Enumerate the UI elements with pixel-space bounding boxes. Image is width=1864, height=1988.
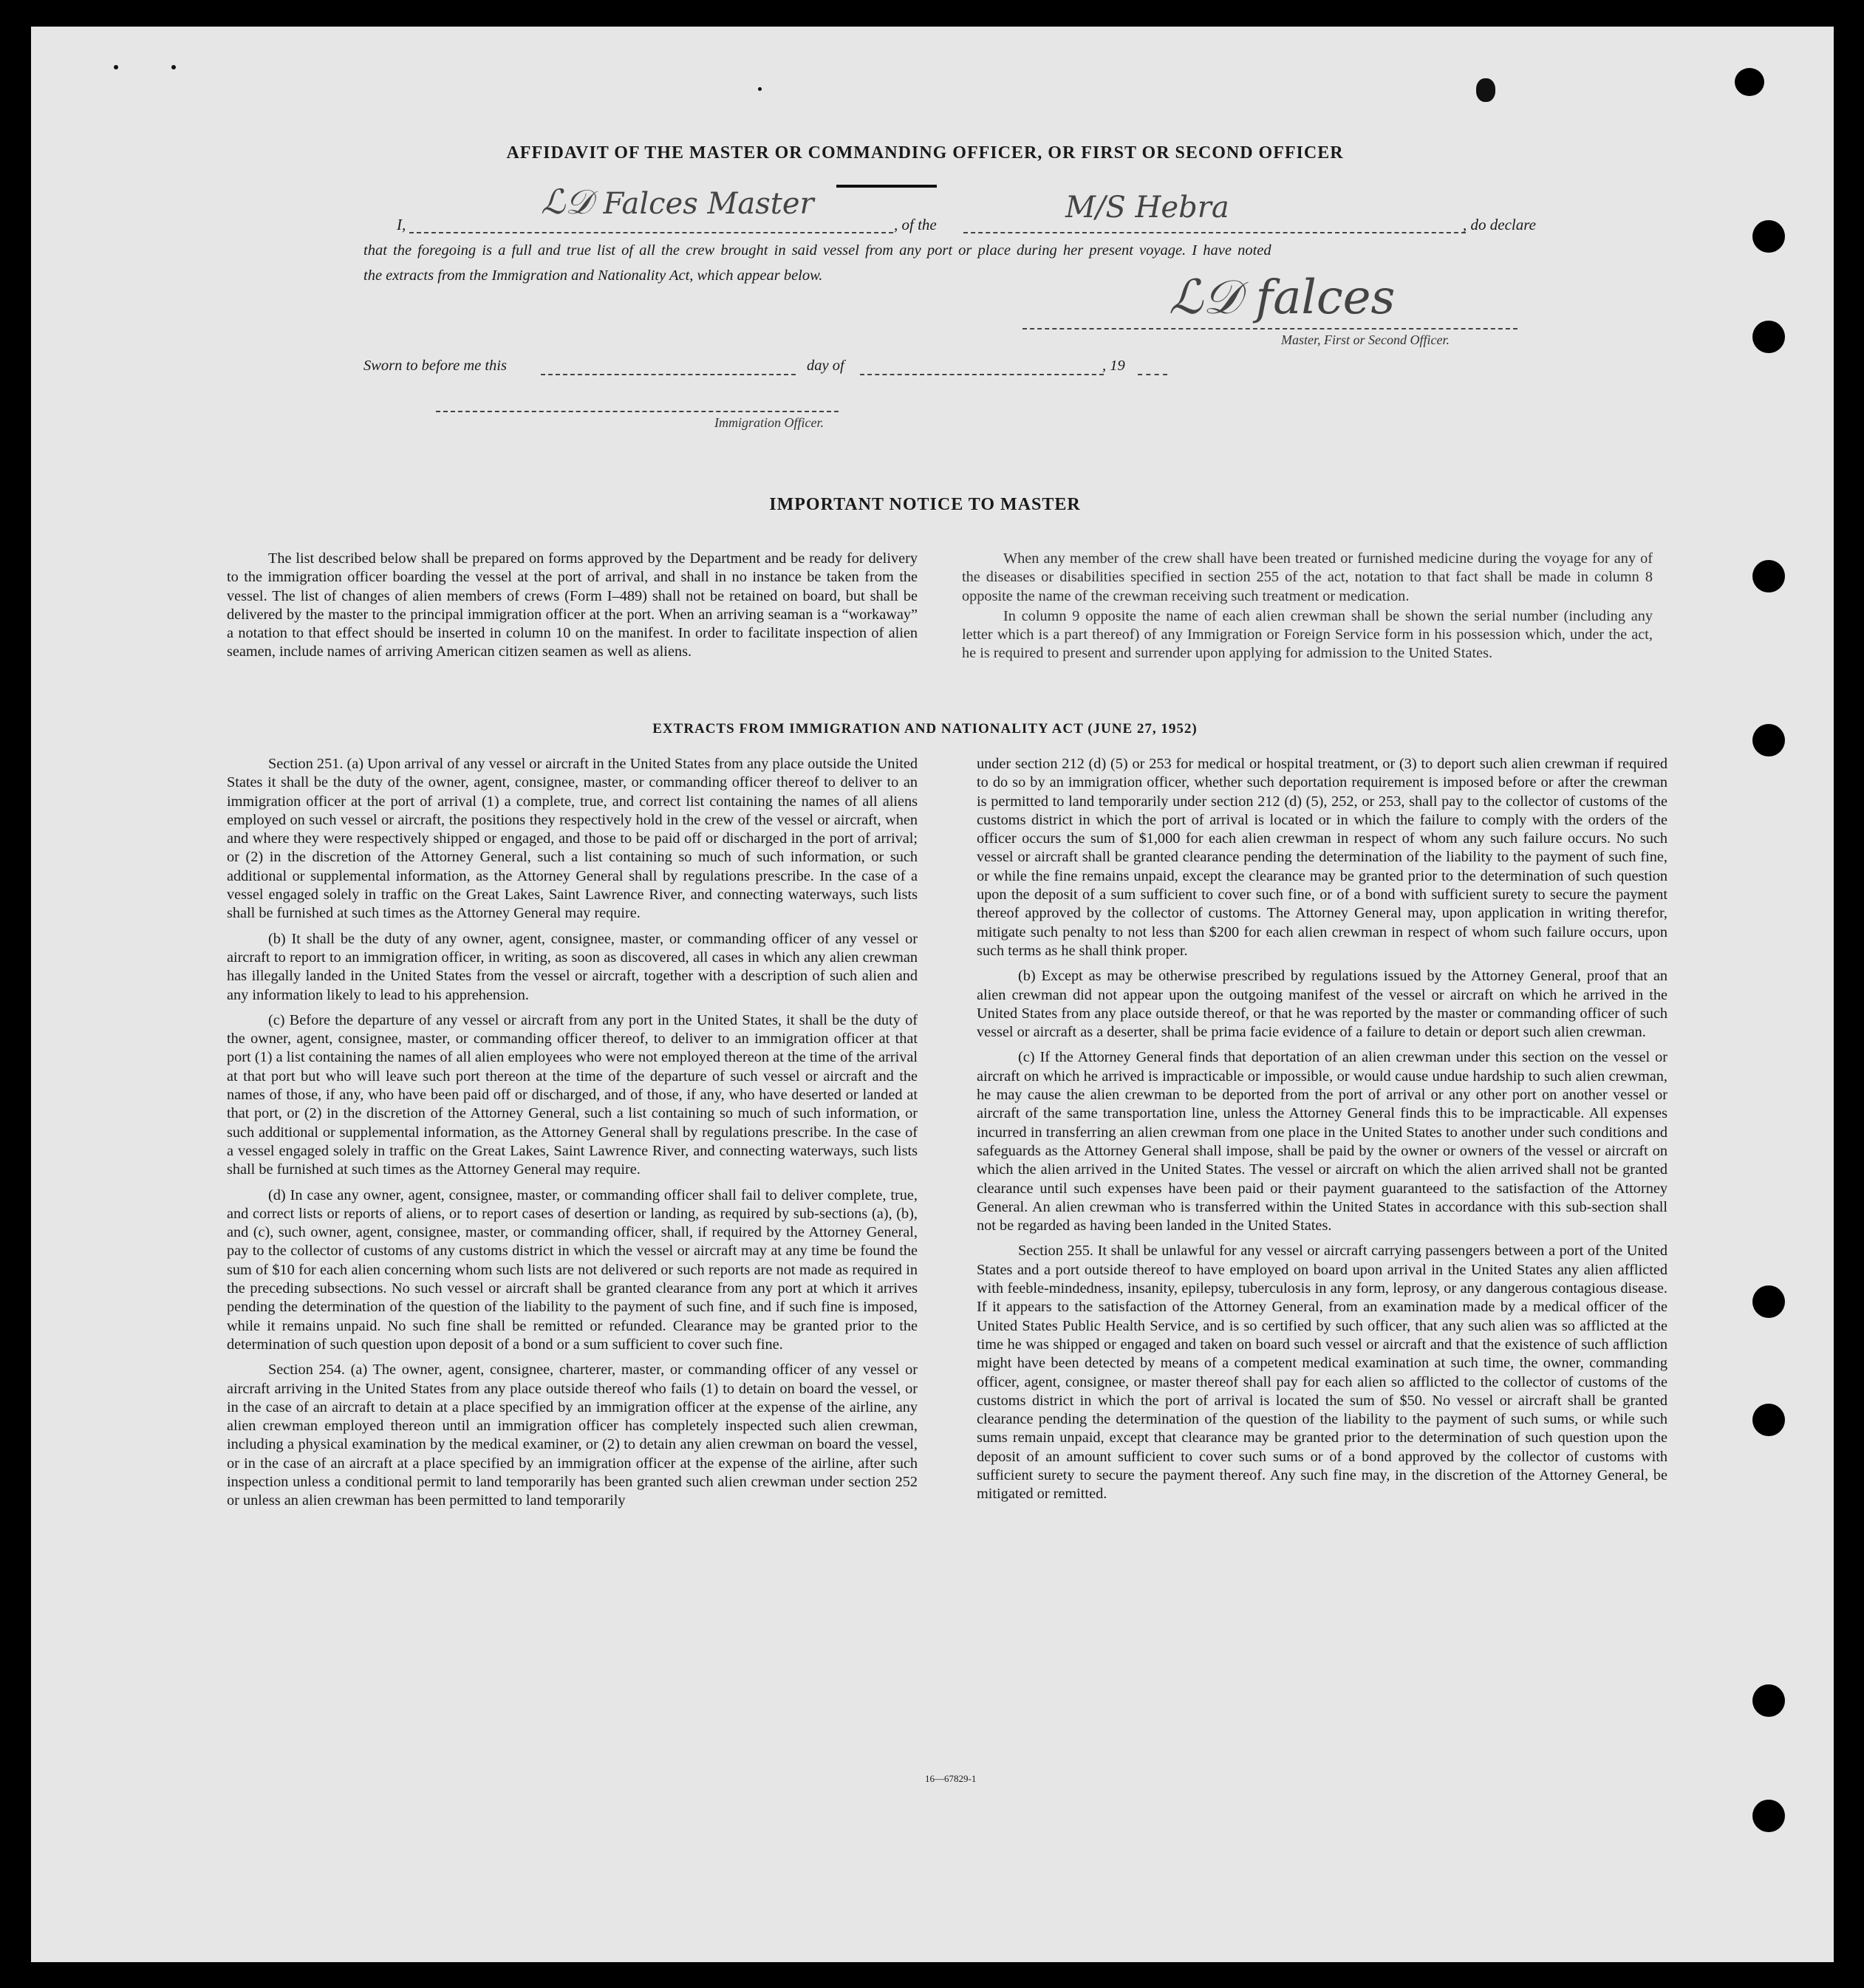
- punch-hole: [1752, 220, 1785, 253]
- title-rule: [836, 185, 937, 188]
- extracts-left-column: [227, 755, 918, 1517]
- vessel-name-handwriting: M/S Hebra: [1065, 191, 1229, 225]
- affidavit-title: AFFIDAVIT OF THE MASTER OR COMMANDING OFFICER, OR FIRST OR SECOND OFFICER: [506, 143, 1344, 163]
- section-254-a: Section 254. (a) The owner, agent, consignee, charterer, master, or commanding officer of any vessel or aircraft arriving in the United States from any place outside thereof who fails (1) to detain on board the vessel, or in the case of an aircraft to detain at a place specified by an immigration officer at the expense of the airline, any alien crewman employed thereon until an immigration officer has completely inspected such alien crewman, including a physical examination by the medical examiner, or (2) to detain any alien crewman on board the vessel, or in the case of an aircraft at a place specified by an immigration officer at the expense of the airline, after such inspection unless a conditional permit to land temporarily has been granted such alien crewman under section 252 or unless an alien crewman has been permitted to land temporarily: [227, 1362, 918, 1509]
- sworn-day-line: [541, 374, 796, 375]
- master-name-line: [409, 232, 893, 233]
- section-254-a-continued: under section 212 (d) (5) or 253 for medical or hospital treatment, or (3) to deport such alien crewman if required to do so by an immigration officer, whether such deportation requirement is imposed before or after the crewman is permitted to land temporarily under section 212 (d) (5), 252, or 253, shall pay to the collector of customs of the customs district in which the port of arrival is located or in which the failure to comply with the orders of the officer occurs the sum of $1,000 for each alien crewman in respect of whom any such failure occurs. No such vessel or aircraft shall be granted clearance pending the determination of the liability to the payment of such fine, or while the fine remains unpaid, except the clearance may be granted prior to the determination of such question upon the deposit of a sum sufficient to cover such fine, or of a bond with sufficient surety to secure the payment thereof approved by the collector of customs. The Attorney General may, upon application in writing therefor, mitigate such penalty to not less than $200 for each alien crewman in respect of whom such failure occurs, upon such terms as he shall think proper.: [977, 756, 1667, 959]
- section-251-a: Section 251. (a) Upon arrival of any vessel or aircraft in the United States from any place outside the United States it shall be the duty of the owner, agent, consignee, master, or commanding officer thereof to deliver to an immigration officer at the port of arrival (1) a complete, true, and correct list containing the names of all aliens employed on such vessel or aircraft, the positions they respectively hold in the crew of the vessel or aircraft, when and where they were respectively shipped or engaged, and those to be paid off or discharged in the port of arrival; or (2) in the discretion of the Attorney General, such a list containing so much of such information, or such additional or supplemental information, as the Attorney General shall by regulations prescribe. In the case of a vessel engaged solely in traffic on the Great Lakes, Saint Lawrence River, and connecting waterways, such lists shall be furnished at such times as the Attorney General may require.: [227, 756, 918, 922]
- section-251-d: (d) In case any owner, agent, consignee, master, or commanding officer shall fail to deliver complete, true, and correct lists or reports of aliens, or to report cases of desertion or landing, as required by sub-sections (a), (b), and (c), such owner, agent, consignee, master, or commanding officer, shall, if required by the Attorney General, pay to the collector of customs of any customs district in which the vessel or aircraft may at any time be found the sum of $10 for each alien concerning whom such lists are not delivered or such reports are not made as required in the preceding subsections. No such vessel or aircraft shall be granted clearance from any port at which it arrives pending the determination of the question of the liability to the payment of such fine, and if such fine is imposed, while it remains unpaid. No such fine shall be remitted or refunded. Clearance may be granted prior to the determination of such question upon deposit of a bond or a sum sufficient to cover such fine.: [227, 1186, 918, 1353]
- extracts-right-column: [977, 755, 1667, 1511]
- signature-line: [1023, 328, 1518, 329]
- notice-left-paragraph: The list described below shall be prepared on forms approved by the Department and be ready for delivery to the immigration officer boarding the vessel at the port of arrival, and shall in no instance be taken from the vessel. The list of changes of alien members of crews (Form I–489) shall not be retained on board, but shall be delivered by the master to the principal immigration officer at the port. When an arriving seaman is a “workaway” a notation to that effect should be inserted in column 10 on the manifest. In order to facilitate inspection of alien seamen, include names of arriving American citizen seamen as well as aliens.: [227, 550, 918, 660]
- section-251-b: (b) It shall be the duty of any owner, agent, consignee, master, or commanding officer of any vessel or aircraft to report to an immigration officer, in writing, as soon as discovered, all cases in which any alien crewman has illegally landed in the United States from the vessel or aircraft, together with a description of such alien and any information likely to lead to his apprehension.: [227, 930, 918, 1003]
- ink-speck: [758, 87, 762, 91]
- vessel-name-line: [963, 232, 1466, 233]
- master-name-handwriting: ℒ𝒟 Falces Master: [541, 182, 814, 222]
- punch-hole: [1752, 724, 1785, 756]
- document-page: [31, 27, 1834, 1962]
- affidavit-text-line2: that the foregoing is a full and true list of all the crew brought in said vessel from any port or place during her present voyage. I have noted: [363, 242, 1271, 259]
- sworn-year-line: [1138, 374, 1167, 375]
- sworn-label: Sworn to before me this: [363, 358, 507, 374]
- punch-hole: [1752, 1285, 1785, 1318]
- i-label: I,: [397, 216, 406, 233]
- notice-right-column: [962, 550, 1653, 670]
- extracts-title: EXTRACTS FROM IMMIGRATION AND NATIONALITY ACT (JUNE 27, 1952): [652, 721, 1198, 737]
- punch-hole: [1752, 1800, 1785, 1832]
- notice-title: IMPORTANT NOTICE TO MASTER: [769, 495, 1081, 514]
- day-of-label: day of: [807, 358, 844, 374]
- punch-hole: [1752, 321, 1785, 353]
- ink-speck: [114, 65, 118, 69]
- section-254-b: (b) Except as may be otherwise prescribed by regulations issued by the Attorney General, proof that an alien crewman did not appear upon the outgoing manifest of the vessel or aircraft on which he arrived in the United States from any place outside thereof, or that he was reported by the master or commanding officer of such vessel or aircraft as a deserter, shall be prima facie evidence of a failure to detain or deport such alien crewman.: [977, 968, 1667, 1041]
- section-254-c: (c) If the Attorney General finds that deportation of an alien crewman under this section on the vessel or aircraft on which he arrived is impracticable or impossible, or would cause undue hardship to such alien crewman, he may cause the alien crewman to be deported from the port of arrival or any other port on another vessel or aircraft of the same transportation line, unless the Attorney General finds this to be impracticable. All expenses incurred in transferring an alien crewman from one place in the United States to another under such conditions and safeguards as the Attorney General shall impose, shall be paid by the owner or owners of the vessel or aircraft on which the alien arrived in the United States. The vessel or aircraft on which the alien arrived shall not be granted clearance until such expenses have been paid or their payment guaranteed to the satisfaction of the Attorney General. An alien crewman who is transferred within the United States in accordance with this sub-section shall not be regarded as having been landed in the United States.: [977, 1049, 1667, 1234]
- master-caption: Master, First or Second Officer.: [1281, 332, 1450, 347]
- form-number: 16—67829-1: [925, 1773, 977, 1784]
- punch-hole: [1752, 1404, 1785, 1436]
- master-signature: ℒ𝒟 falces: [1169, 270, 1396, 325]
- section-251-c: (c) Before the departure of any vessel or aircraft from any port in the United States, it shall be the duty of the owner, agent, consignee, master, or commanding officer thereof, to deliver to an immigration officer at that port (1) a list containing the names of all alien employees who were not employed thereon at the time of the arrival at that port but who will leave such port thereon at the time of the departure of such vessel or aircraft and the names of those, if any, who have been paid off or discharged, and of those, if any, who have deserted or landed at that port, or (2) in the discretion of the Attorney General, such a list containing so much of such information, or such additional or supplemental information, as the Attorney General shall by regulations prescribe. In the case of a vessel engaged solely in traffic on the Great Lakes, Saint Lawrence River, and connecting waterways, such lists shall be furnished at such times as the Attorney General may require.: [227, 1011, 918, 1178]
- officer-caption: Immigration Officer.: [714, 415, 824, 430]
- section-255: Section 255. It shall be unlawful for any vessel or aircraft carrying passengers between a port of the United States and a port outside thereof to have employed on board upon arrival in the United States any alien afflicted with feeble-mindedness, insanity, epilepsy, tuberculosis in any form, leprosy, or any dangerous contagious disease. If it appears to the satisfaction of the Attorney General, from an examination made by a medical officer of the United States Public Health Service, and is so certified by such officer, that any such alien was so afflicted at the time he was shipped or engaged and taken on board such vessel or aircraft and that the existence of such affliction might have been detected by means of a competent medical examination at such time, the owner, commanding officer, agent, consignee, or master thereof shall pay for each alien so afflicted to the collector of customs of the customs district in which the port of arrival is located the sum of $50. No vessel or aircraft shall be granted clearance pending the determination of the question of the liability to the payment of such sums, or while such sums remain unpaid, except that clearance may be granted prior to the determination of such question upon the deposit of an amount sufficient to cover such sums or of a bond approved by the collector of customs with sufficient surety to secure the payment thereof. Any such fine may, in the discretion of the Attorney General, be mitigated or remitted.: [977, 1243, 1667, 1503]
- notice-right-paragraph-2: In column 9 opposite the name of each alien crewman shall be shown the serial number (including any letter which is a part thereof) of any Immigration or Foreign Service form in his possession which, under the act, he is required to present and surrender upon applying for admission to the United States.: [962, 607, 1653, 662]
- ink-speck: [1476, 78, 1495, 102]
- sworn-month-line: [860, 374, 1104, 375]
- punch-hole: [1735, 68, 1764, 96]
- year-label: , 19: [1102, 358, 1125, 374]
- punch-hole: [1752, 1684, 1785, 1717]
- of-the-label: , of the: [894, 216, 937, 233]
- ink-speck: [171, 65, 176, 69]
- affidavit-text-line3: the extracts from the Immigration and Nationality Act, which appear below.: [363, 267, 823, 284]
- notice-left-column: [227, 550, 918, 669]
- officer-line: [436, 411, 839, 412]
- punch-hole: [1752, 560, 1785, 592]
- do-declare-label: , do declare: [1463, 216, 1536, 233]
- notice-right-paragraph-1: When any member of the crew shall have been treated or furnished medicine during the voyage for any of the diseases or disabilities specified in section 255 of the act, notation to that fact shall be made in column 8 opposite the name of the crewman receiving such treatment or medication.: [962, 550, 1653, 604]
